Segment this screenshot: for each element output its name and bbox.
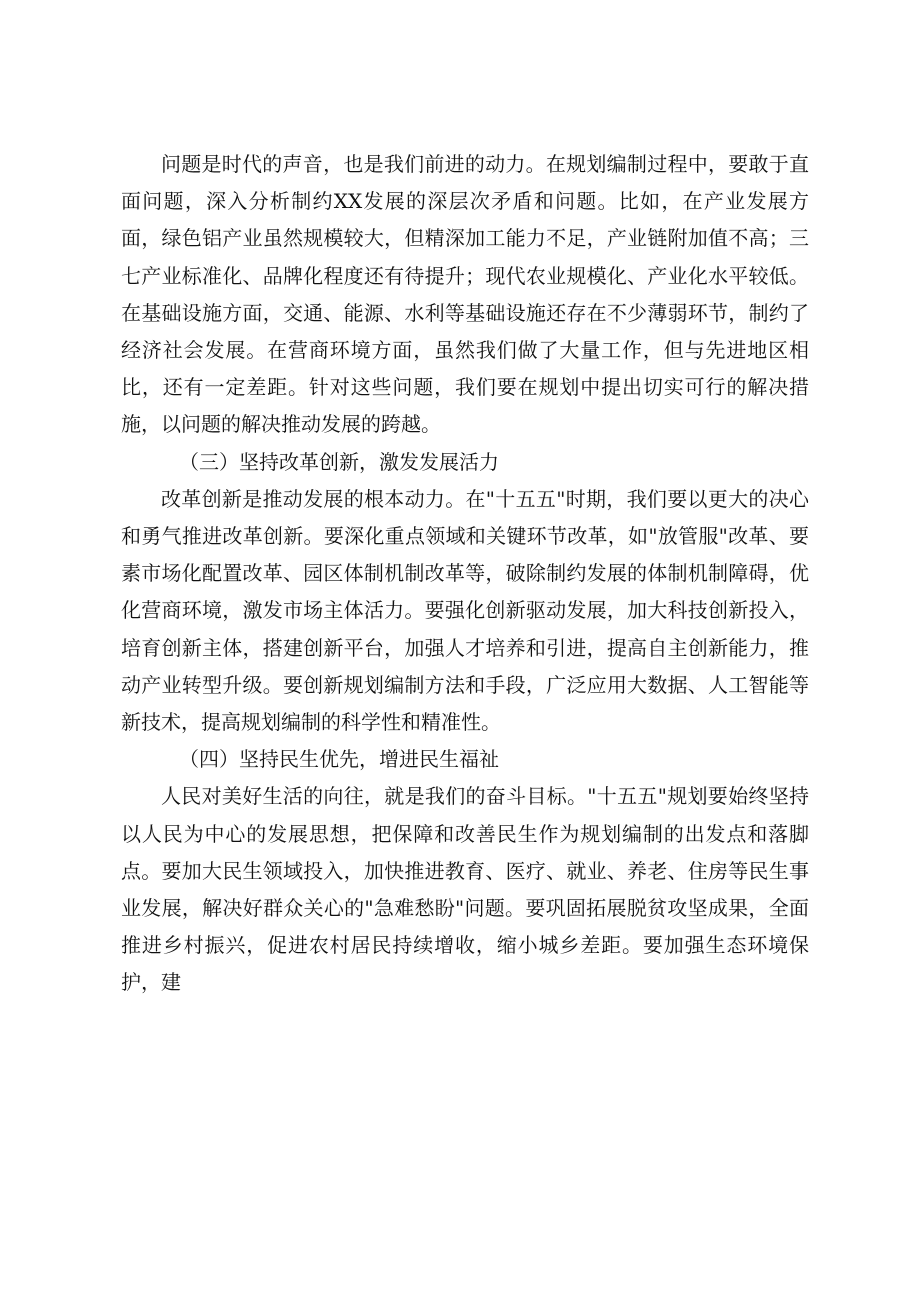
paragraph-livelihood: 人民对美好生活的向往，就是我们的奋斗目标。"十五五"规划要始终坚持以人民为中心的发展思想，把保障和改善民生作为规划编制的出发点和落脚点。要加大民生领域投入，加快推进教育、医疗、就业、养老、住房等民生事业发展，解决好群众关心的"急难愁盼"问题。要巩固拓展脱贫攻坚成果，全面推进乡村振兴，促进农村居民持续增收，缩小城乡差距。要加强生态环境保护，建 — [121, 784, 809, 995]
paragraph-reform: 改革创新是推动发展的根本动力。在"十五五"时期，我们要以更大的决心和勇气推进改革创新。要深化重点领域和关键环节改革，如"放管服"改革、要素市场化配置改革、园区体制机制改革等，破除制约发展的体制机制障碍，优化营商环境，激发市场主体活力。要强化创新驱动发展，加大科技创新投入，培育创新主体，搭建创新平台，加强人才培养和引进，提高自主创新能力，推动产业转型升级。要创新规划编制方法和手段，广泛应用大数据、人工智能等新技术，提高规划编制的科学性和精准性。 — [121, 486, 809, 735]
section-heading-livelihood: （四）坚持民生优先，增进民生福祉 — [179, 747, 499, 772]
paragraph-problems: 问题是时代的声音，也是我们前进的动力。在规划编制过程中，要敢于直面问题，深入分析制约XX发展的深层次矛盾和问题。比如，在产业发展方面，绿色铝产业虽然规模较大，但精深加工能力不足，产业链附加值不高；三七产业标准化、品牌化程度还有待提升；现代农业规模化、产业化水平较低。在基础设施方面，交通、能源、水利等基础设施还存在不少薄弱环节，制约了经济社会发展。在营商环境方面，虽然我们做了大量工作，但与先进地区相比，还有一定差距。针对这些问题，我们要在规划中提出切实可行的解决措施，以问题的解决推动发展的跨越。 — [121, 152, 809, 437]
document-body — [121, 146, 809, 1002]
section-heading-reform: （三）坚持改革创新，激发发展活力 — [179, 449, 499, 474]
